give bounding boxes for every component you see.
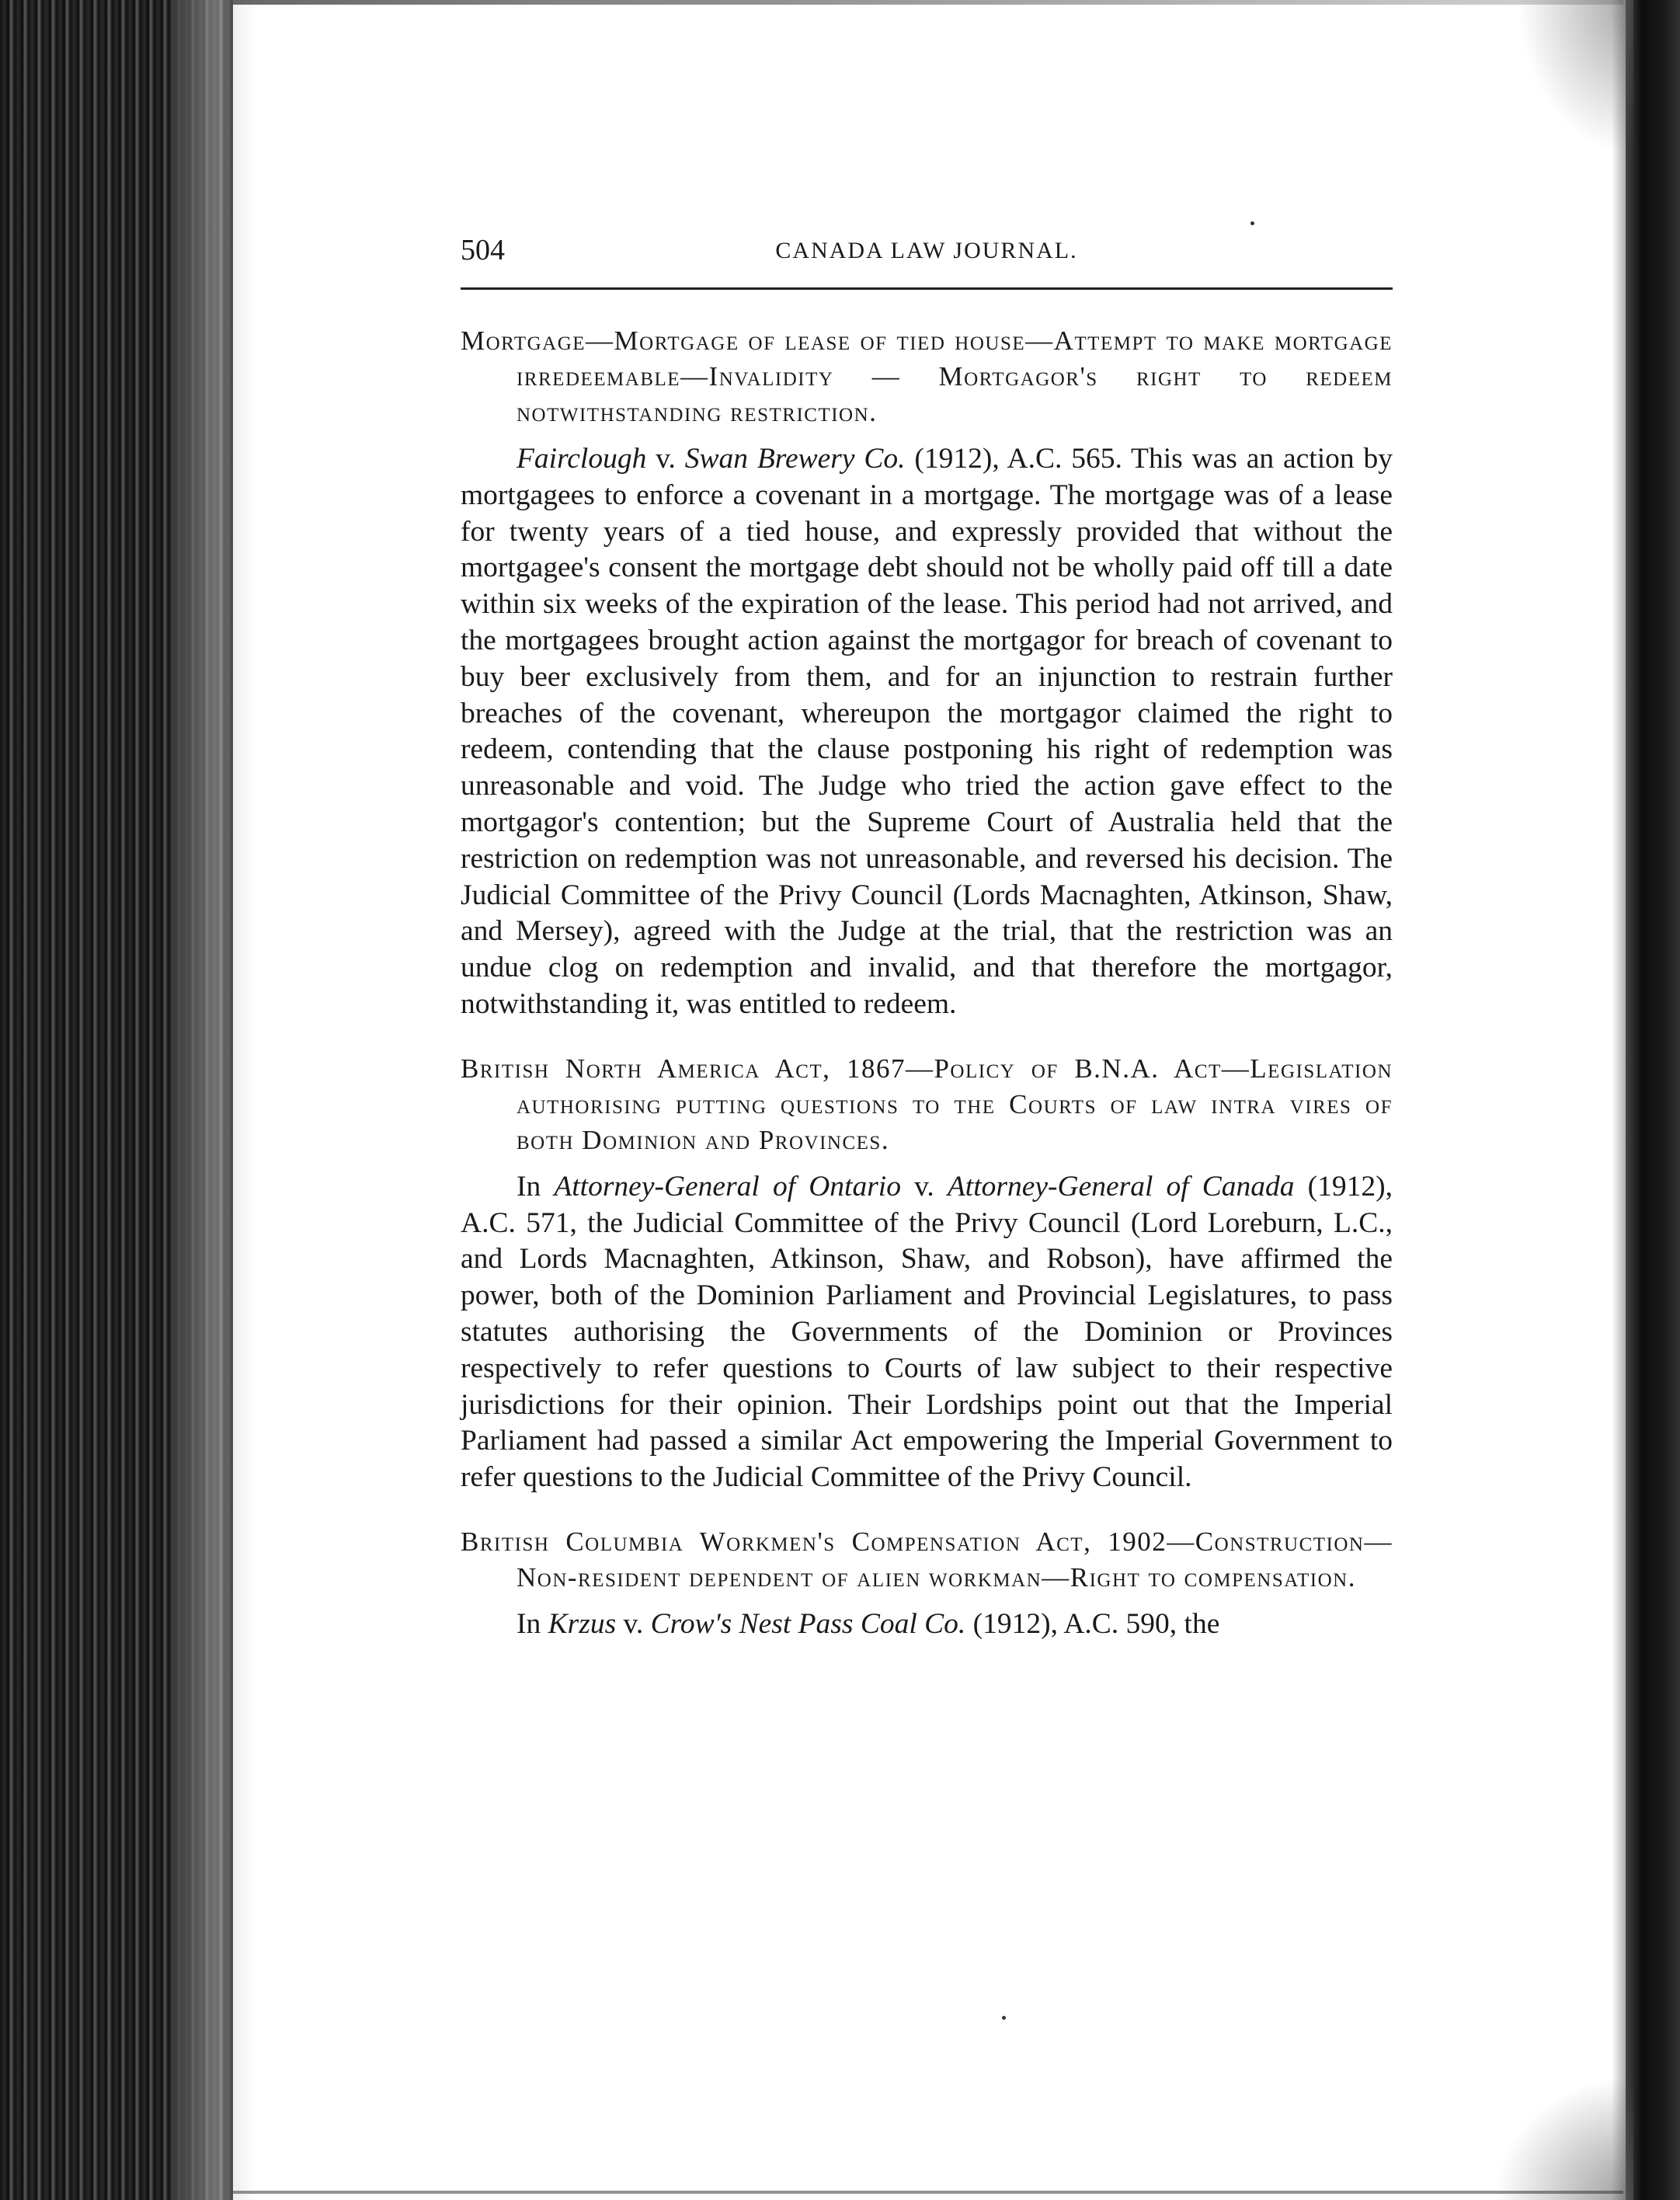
- article-bna-act: [461, 1051, 1393, 1496]
- header-rule: [461, 287, 1393, 290]
- article-text: (1912), A.C. 565. This was an action by mortgagees to enforce a covenant in a mortgage. The mortgage was of a lease for twenty years of a tied house, and expressly provided that without the mortgagee's consent the mortgage debt should not be wholly paid off till a date within six weeks of the expiration of the lease. This period had not arrived, and the mortgagees brought action against the mortgagor for breach of covenant to buy beer exclusively from them, and for an injunction to restrain further breaches of the covenant, whereupon the mortgagor claimed the right to redeem, contending that the clause postponing his right of redemption was unreasonable and void. The Judge who tried the action gave effect to the mortgagor's contention; but the Supreme Court of Australia held that the restriction on redemption was not unreasonable, and reversed his decision. The Judicial Committee of the Privy Council (Lords Macnaghten, Atkinson, Shaw, and Mersey), agreed with the Judge at the trial, that the restriction was an undue clog on redemption and invalid, and that therefore the mortgagor, notwithstanding it, was entitled to redeem.: [461, 443, 1393, 1020]
- article-body: [461, 441, 1393, 1023]
- article-lead: In: [517, 1607, 548, 1640]
- case-versus: v.: [900, 1170, 948, 1203]
- case-party: Attorney-General of Ontario: [554, 1170, 901, 1203]
- scan-edge-right: [1626, 0, 1680, 2200]
- scan-edge-right-shadow: [1612, 0, 1626, 2200]
- article-body: [461, 1169, 1393, 1496]
- running-title: CANADA LAW JOURNAL.: [775, 238, 1078, 263]
- scan-top-edge: [233, 0, 1623, 5]
- article-text: (1912), A.C. 590, the: [965, 1607, 1220, 1640]
- article-mortgage: [461, 323, 1393, 1023]
- article-heading: British Columbia Workmen's Compensation Act, 1902—Construction—Non-resident dependent of alien workman—Right to compensation.: [461, 1526, 1393, 1593]
- article-lead: In: [517, 1170, 555, 1203]
- scan-speck: [1002, 2016, 1006, 2020]
- article-text: (1912), A.C. 571, the Judicial Committee of the Privy Council (Lord Loreburn, L.C., and Lords Macnaghten, Atkinson, Shaw, and Robson), have affirmed the power, both of the Dominion Parliament and Provincial Legislatures, to pass statutes authorising the Governments of the Dominion or Provinces respectively to refer questions to Courts of law subject to their respective jurisdictions for their opinion. Their Lordships point out that the Imperial Parliament had passed a similar Act empowering the Imperial Government to refer questions to the Judicial Committee of the Privy Council.: [461, 1170, 1393, 1494]
- case-party: Crow's Nest Pass Coal Co.: [650, 1607, 966, 1640]
- article-heading: British North America Act, 1867—Policy of B.N.A. Act—Legislation authorising putting questions to the Courts of law intra vires of both Dominion and Provinces.: [461, 1053, 1393, 1155]
- article-bc-workmen: [461, 1524, 1393, 1643]
- case-party: Krzus: [548, 1607, 617, 1640]
- scan-speck: [1250, 221, 1254, 225]
- scan-corner-bottom-right: [1494, 2076, 1633, 2200]
- article-heading: Mortgage—Mortgage of lease of tied house—Attempt to make mortgage irredeemable—Invalidity — Mortgagor's right to redeem notwithstanding restriction.: [461, 325, 1393, 427]
- case-party: Swan Brewery Co.: [684, 443, 906, 475]
- page-header: [461, 233, 1393, 283]
- scan-bottom-edge: [233, 2191, 1623, 2194]
- page-number: 504: [461, 234, 505, 266]
- article-body: [461, 1606, 1393, 1643]
- scan-edge-shadow: [171, 0, 256, 2200]
- scan-corner-top-right: [1517, 0, 1633, 155]
- case-versus: v.: [616, 1607, 651, 1640]
- journal-page: [461, 233, 1393, 1643]
- case-party: Fairclough: [517, 443, 647, 475]
- case-versus: v.: [646, 443, 685, 475]
- case-party: Attorney-General of Canada: [947, 1170, 1295, 1203]
